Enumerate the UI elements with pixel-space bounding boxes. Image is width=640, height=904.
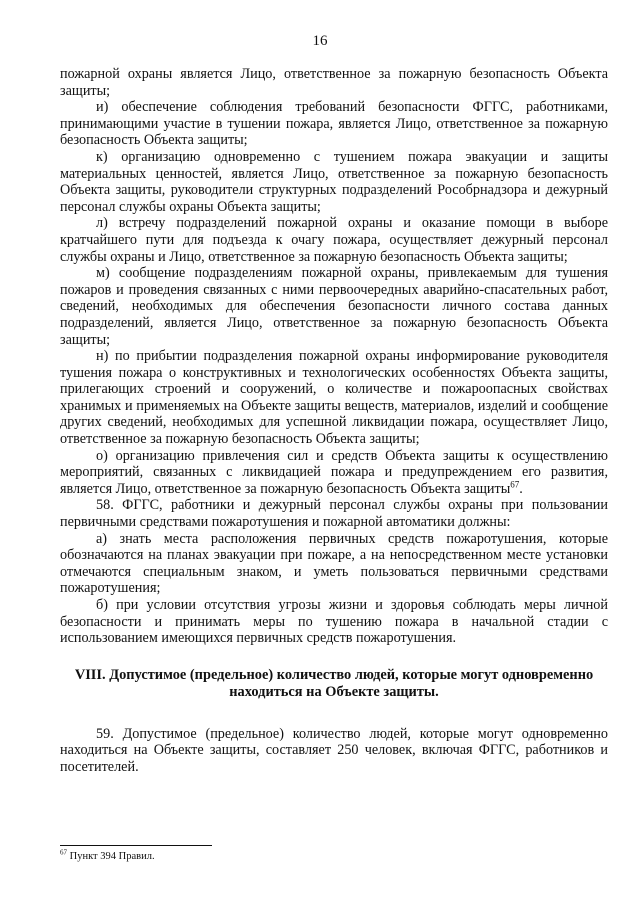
paragraph: пожарной охраны является Лицо, ответственное за пожарную безопасность Объекта защиты; bbox=[60, 66, 608, 99]
paragraph-item-o bbox=[60, 448, 608, 498]
paragraph-item-o-text: о) организацию привлечения сил и средств Объекта защиты к осуществлению мероприятий, связанных с ликвидацией пожара и предупреждением его развития, является Лицо, ответственное за пожарную безопасность Объекта защиты bbox=[60, 447, 608, 497]
page-number: 16 bbox=[312, 33, 328, 49]
document-body bbox=[60, 66, 608, 776]
paragraph-item-o-tail: . bbox=[519, 480, 523, 497]
footnote-reference[interactable]: 67 bbox=[510, 479, 520, 490]
footnote-divider bbox=[60, 845, 212, 846]
footnote-mark: 67 bbox=[60, 848, 67, 857]
paragraph-item-a: а) знать места расположения первичных средств пожаротушения, которые обозначаются на планах эвакуации при пожаре, а на непосредственном месте установки отмечаются специальным знаком, и уметь пользоваться первичными средствами пожаротушения; bbox=[60, 530, 608, 597]
section-heading-line-1: VIII. Допустимое (предельное) количество людей, которые могут одновременно bbox=[74, 666, 594, 683]
paragraph-clause-58: 58. ФГГС, работники и дежурный персонал службы охраны при пользовании первичными средствами пожаротушения и пожарной автоматики должны: bbox=[60, 497, 608, 531]
paragraph-item-k: к) организацию одновременно с тушением пожара эвакуации и защиты материальных ценностей, является Лицо, ответственное за пожарную безопасность Объекта защиты, руководители структурных подразделений Рособрнадзора и дежурный персонал службы охраны Объекта защиты; bbox=[60, 148, 608, 215]
footnote bbox=[60, 848, 155, 863]
paragraph-item-n: н) по прибытии подразделения пожарной охраны информирование руководителя тушения пожара о конструктивных и технологических особенностях Объекта защиты, прилегающих строений и сооружений, о количестве и пожароопасных свойствах хранимых и применяемых на Объекте защиты веществ, материалов, изделий и сообщение других сведений, необходимых для успешной ликвидации пожара, осуществляет Лицо, ответственное за пожарную безопасность Объекта защиты; bbox=[60, 348, 608, 448]
paragraph-item-m: м) сообщение подразделениям пожарной охраны, привлекаемым для тушения пожаров и проведения связанных с ними первоочередных аварийно-спасательных работ, сведений, необходимых для обеспечения безопасности личного состава данных подразделений, является Лицо, ответственное за пожарную безопасность Объекта защиты; bbox=[60, 265, 608, 348]
paragraph-item-b: б) при условии отсутствия угрозы жизни и здоровья соблюдать меры личной безопасности и принимать меры по тушению пожара в начальной стадии с использованием имеющихся первичных средств пожаротушения. bbox=[60, 597, 608, 647]
paragraph-item-i: и) обеспечение соблюдения требований безопасности ФГГС, работниками, принимающими участие в тушении пожара, является Лицо, ответственное за пожарную безопасность Объекта защиты; bbox=[60, 99, 608, 149]
paragraph-clause-59: 59. Допустимое (предельное) количество людей, которые могут одновременно находиться на Объекте защиты, составляет 250 человек, включая ФГГС, работников и посетителей. bbox=[60, 725, 608, 775]
section-heading bbox=[60, 667, 608, 701]
footnote-text: Пункт 394 Правил. bbox=[67, 851, 155, 862]
paragraph-item-l: л) встречу подразделений пожарной охраны и оказание помощи в выборе кратчайшего пути для подъезда к очагу пожара, осуществляет дежурный персонал службы охраны и Лицо, ответственное за пожарную безопасность Объекта защиты; bbox=[60, 215, 608, 265]
section-heading-line-2: находиться на Объекте защиты. bbox=[229, 683, 439, 700]
